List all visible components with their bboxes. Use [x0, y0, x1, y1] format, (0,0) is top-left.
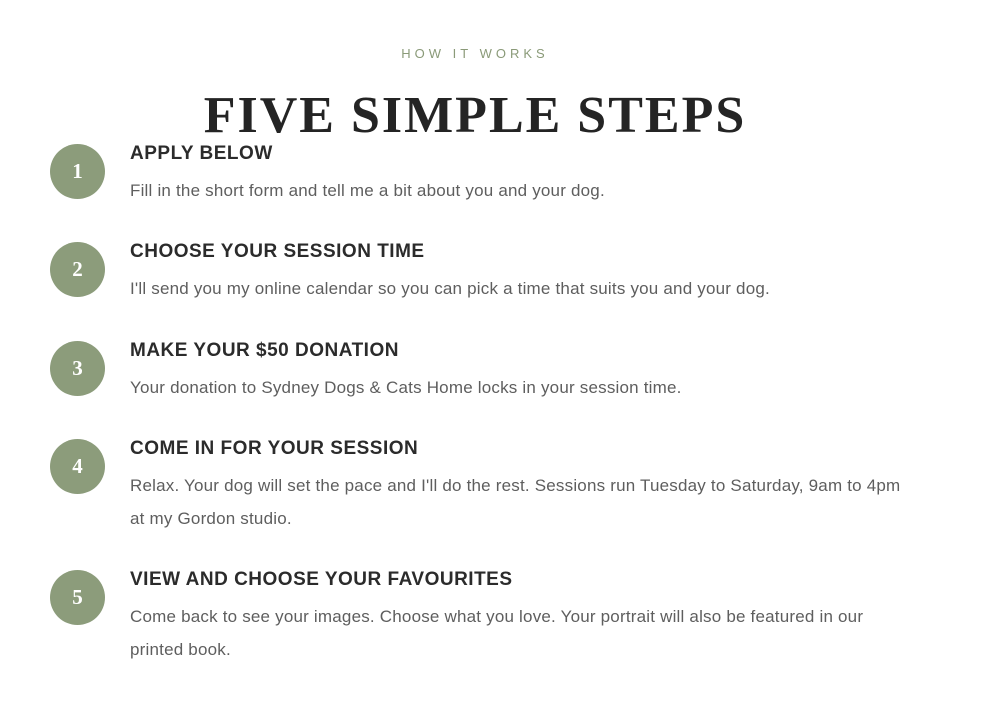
step-number-badge: 4 [50, 439, 105, 494]
page-title: FIVE SIMPLE STEPS [203, 87, 747, 144]
step-title: MAKE YOUR $50 DONATION [130, 340, 399, 361]
step-description: Fill in the short form and tell me a bit about you and your dog. [130, 181, 605, 200]
step-title: COME IN FOR YOUR SESSION [130, 438, 419, 459]
step-title: APPLY BELOW [130, 143, 273, 164]
step-title: VIEW AND CHOOSE YOUR FAVOURITES [130, 569, 513, 590]
step-description: Come back to see your images. Choose what you love. Your portrait will also be featured in our printed book. [130, 607, 864, 659]
step-description: Your donation to Sydney Dogs & Cats Home locks in your session time. [130, 378, 682, 397]
step-title: CHOOSE YOUR SESSION TIME [130, 241, 425, 262]
step-description: Relax. Your dog will set the pace and I'll do the rest. Sessions run Tuesday to Saturday, 9am to 4pm at my Gordon studio. [130, 476, 901, 528]
eyebrow-label: HOW IT WORKS [401, 46, 549, 61]
step-description: I'll send you my online calendar so you can pick a time that suits you and your dog. [130, 279, 770, 298]
step-number-badge: 1 [50, 144, 105, 199]
step-number-badge: 3 [50, 341, 105, 396]
step-number-badge: 2 [50, 242, 105, 297]
step-number-badge: 5 [50, 570, 105, 625]
